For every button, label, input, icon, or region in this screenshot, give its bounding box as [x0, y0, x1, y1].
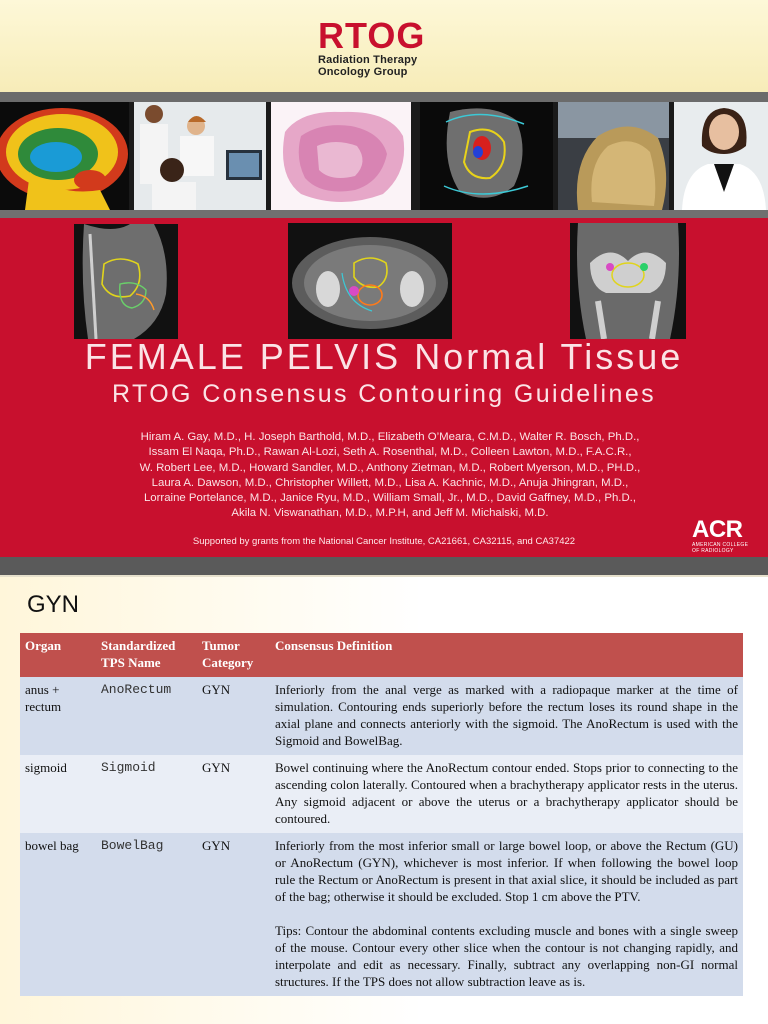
funding-note: Supported by grants from the National Cancer Institute, CA21661, CA32115, and CA37422: [192, 536, 576, 547]
photo-female-doctor: [674, 102, 768, 210]
logo-line-2: Oncology Group: [318, 66, 408, 78]
acr-logo: [692, 518, 756, 554]
cell-definition: Bowel continuing where the AnoRectum contour ended. Stops prior to connecting to the ascending colon laterally. Contoured when a brachytherapy applicator rests in the uterus. Any sigmoid adjacent or above the uterus or a brachytherapy applicator should be contoured.: [270, 755, 743, 833]
table-header-row: [20, 633, 743, 677]
cell-tps-name: AnoRectum: [96, 677, 197, 755]
cell-tips: Tips: Contour the abdominal contents excluding muscle and bones with a single sweep of the mouse. Contour every other slice when the contour is not changing rapidly, and interpolate and edit as necessary. Finally, subtract any overlapping non-GI normal structures. If the TPS does not allow subtraction leave as is.: [275, 923, 738, 989]
author-line: W. Robert Lee, M.D., Howard Sandler, M.D., Anthony Zietman, M.D., Robert Myerson, M.D., PH.D.,: [139, 461, 641, 474]
rtog-logo: [318, 15, 458, 78]
cell-definition: Inferiorly from the most inferior small or large bowel loop, or above the Rectum (GU) or AnoRectum (GYN), whichever is most inferior. If when following the bowel loop rule the Rectum or AnoRectum is present in that axial slice, it should be included as part of the bag; otherwise it should be excluded. Stop 1 cm above the PTV. Tips: Contour the abdominal contents excluding muscle and bones with a single sweep of the mouse. Contour every other slice when the contour is not changing rapidly, and interpolate and edit as necessary. Finally, subtract any overlapping non-GI normal structures. If the TPS does not allow subtraction leave as is.: [270, 833, 743, 996]
acr-logo-mark: ACR: [692, 516, 743, 543]
header-organ: Organ: [20, 633, 96, 677]
cell-tps-name: Sigmoid: [96, 755, 197, 833]
author-line: Laura A. Dawson, M.D., Christopher Willett, M.D., Lisa A. Kachnic, M.D., Anuja Jhingran, M.D.,: [151, 476, 629, 489]
cell-organ: bowel bag: [20, 833, 96, 996]
acr-logo-subtitle: AMERICAN COLLEGE OF RADIOLOGY: [692, 542, 749, 554]
slide-subtitle: RTOG Consensus Contouring Guidelines: [111, 380, 657, 408]
ct-axial-pelvis: [288, 223, 452, 339]
ct-sagittal-pelvis: [74, 224, 178, 339]
gray-band-bottom: [0, 557, 768, 575]
cell-tps-name: BowelBag: [96, 833, 197, 996]
author-list: [70, 430, 710, 522]
consensus-table: [20, 633, 743, 996]
slide-title: FEMALE PELVIS Normal Tissue: [84, 336, 684, 377]
gray-band-middle: [0, 210, 768, 218]
photo-doctors-workstation: [134, 102, 266, 210]
author-line: Hiram A. Gay, M.D., H. Joseph Barthold, M.D., Elizabeth O’Meara, C.M.D., Walter R. Bosch, Ph.D.,: [140, 431, 640, 443]
logo-mark: RTOG: [318, 15, 426, 56]
photo-strip: [0, 102, 768, 210]
section-title: GYN: [27, 591, 80, 618]
author-line: Issam El Naqa, Ph.D., Rawan Al-Lozi, Seth A. Rosenthal, M.D., Colleen Lawton, M.D., F.A.C.R.,: [148, 446, 632, 459]
table-row: [20, 677, 743, 755]
table-row: [20, 833, 743, 996]
cell-category: GYN: [197, 833, 270, 996]
cell-category: GYN: [197, 677, 270, 755]
slide-separator: [0, 575, 768, 577]
ct-coronal-pelvis: [570, 223, 686, 339]
photo-brain-mri: [0, 102, 129, 210]
header-tumor-category: Tumor Category: [197, 633, 270, 677]
table-row: [20, 755, 743, 833]
author-line: Lorraine Portelance, M.D., Janice Ryu, M.D., William Small, Jr., M.D., David Gaffney, M.D., Ph.D.,: [143, 492, 637, 505]
cell-category: GYN: [197, 755, 270, 833]
cell-definition: Inferiorly from the anal verge as marked with a radiopaque marker at the time of simulation. Contouring ends superiorly before the rectum loses its round shape in the axial plane and connects anteriorly with the sigmoid. The AnoRectum is used with the Sigmoid and BowelBag.: [270, 677, 743, 755]
cell-organ: anus + rectum: [20, 677, 96, 755]
cell-organ: sigmoid: [20, 755, 96, 833]
header-tps-name: Standardized TPS Name: [96, 633, 197, 677]
logo-line-1: Radiation Therapy: [318, 54, 418, 66]
header-consensus-definition: Consensus Definition: [270, 633, 743, 677]
photo-treatment-mask: [558, 102, 669, 210]
author-line: Akila N. Viswanathan, M.D., M.P.H, and Jeff M. Michalski, M.D.: [231, 507, 549, 520]
gyn-table-slide: [0, 575, 768, 1024]
photo-neck-ct: [420, 102, 553, 210]
header-band: [0, 0, 768, 92]
photo-histology: [271, 102, 411, 210]
gray-band-top: [0, 92, 768, 102]
